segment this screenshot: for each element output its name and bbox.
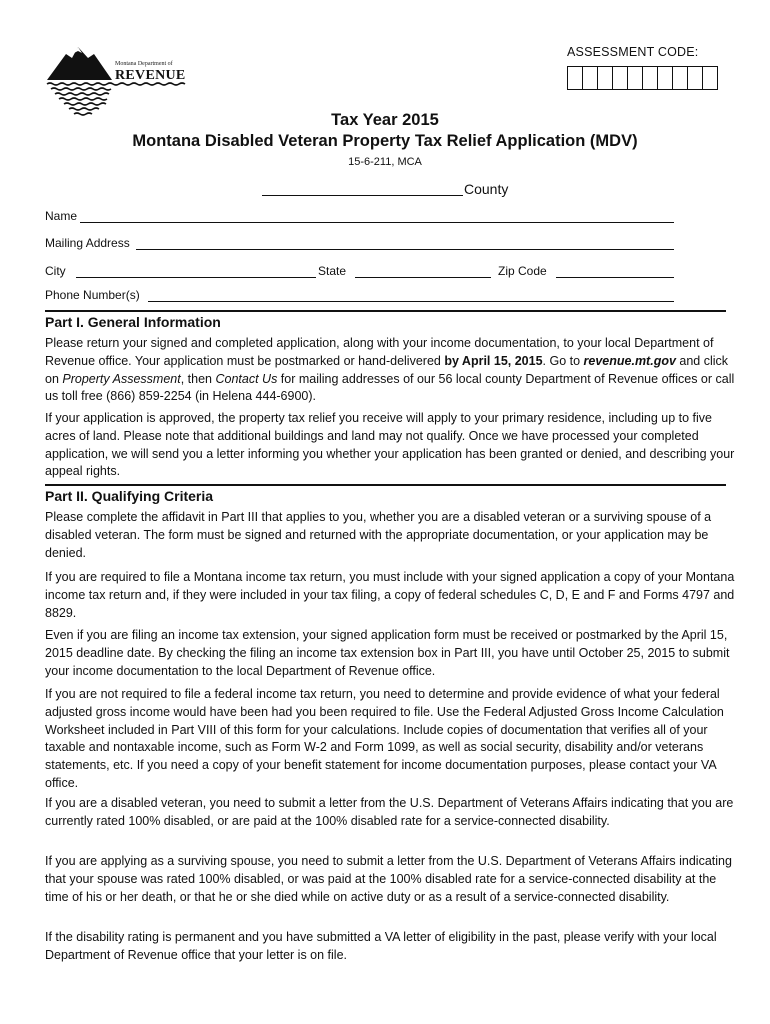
- assessment-code-cell[interactable]: [583, 67, 598, 89]
- assessment-code-cell[interactable]: [598, 67, 613, 89]
- county-input[interactable]: [262, 194, 463, 196]
- part2-paragraph-5: If you are a disabled veteran, you need to submit a letter from the U.S. Department of Veterans Affairs indicating that you are currently rated 100% disabled, or are paid at the 100% disabled rate for a service-connected disability.: [45, 796, 734, 828]
- name-label: Name: [45, 209, 78, 223]
- assessment-code-cell[interactable]: [673, 67, 688, 89]
- revenue-website-link[interactable]: revenue.mt.gov: [583, 353, 676, 368]
- part2-heading: Part II. Qualifying Criteria: [45, 488, 214, 504]
- mailing-address-input[interactable]: [136, 248, 674, 250]
- form-title-year: Tax Year 2015: [331, 111, 439, 129]
- assessment-code-boxes[interactable]: [567, 66, 718, 90]
- part2-paragraph-4: If you are not required to file a federal income tax return, you need to determine and provide evidence of what your federal adjusted gross income would have been had you been required to file. Use the Federal Adjusted Gross Income Calculation Worksheet included in Part VIII of this form for your calculations. Include copies of documentation that verifies all of your taxable and nontaxable income, such as Form W-2 and Form 1099, as well as social security, disability and/or veterans statements, etc. If you need a copy of your benefit statement for income documentation purposes, please contact your VA office.: [45, 687, 724, 790]
- part2-paragraph-3: Even if you are filing an income tax extension, your signed application form must be received or postmarked by the April 15, 2015 deadline date. By checking the filing an income tax extension box in Part III, you have until October 25, 2015 to submit your income documentation to the local Department of Revenue office.: [45, 628, 730, 678]
- assessment-code-label: ASSESSMENT CODE:: [567, 45, 699, 59]
- form-title: Montana Disabled Veteran Property Tax Relief Application (MDV): [132, 132, 638, 150]
- state-label: State: [318, 264, 347, 278]
- part1-paragraph-1: Please return your signed and completed application, along with your income documentation, to your local Department of Revenue office. Your application must be postmarked or hand-delivered by April 15, 2015. Go to revenue.mt.gov and click on Property Assessment, then Contact Us for mailing addresses of our 56 local county Department of Revenue offices or call us toll free (866) 859-2254 (in Helena 444-6900).: [45, 336, 735, 404]
- part1-paragraph-2: If your application is approved, the property tax relief you receive will apply to your primary residence, including up to five acres of land. Please note that additional buildings and land may not qualify. Once we have processed your completed application, we will send you a letter informing you whether your application has been granted or denied, and describing your appeal rights.: [45, 411, 735, 479]
- assessment-code-cell[interactable]: [703, 67, 717, 89]
- assessment-code-cell[interactable]: [643, 67, 658, 89]
- assessment-code-cell[interactable]: [688, 67, 703, 89]
- phone-label: Phone Number(s): [45, 288, 140, 302]
- county-label: County: [464, 181, 509, 197]
- part1-heading: Part I. General Information: [45, 314, 221, 330]
- city-label: City: [45, 264, 66, 278]
- section-divider: [45, 310, 726, 312]
- statute-reference: 15-6-211, MCA: [348, 156, 422, 168]
- logo-revenue-text: REVENUE: [115, 68, 186, 83]
- part2-paragraph-1: Please complete the affidavit in Part III that applies to you, whether you are a disabled veteran or a surviving spouse of a disabled veteran. The form must be signed and returned with the appropriate documentation, or your application may be denied.: [45, 510, 712, 560]
- city-input[interactable]: [76, 276, 316, 278]
- zip-code-label: Zip Code: [498, 264, 547, 278]
- phone-input[interactable]: [148, 300, 674, 302]
- zip-code-input[interactable]: [556, 276, 674, 278]
- mailing-address-label: Mailing Address: [45, 236, 130, 250]
- name-input[interactable]: [80, 221, 674, 223]
- section-divider: [45, 484, 726, 486]
- assessment-code-cell[interactable]: [613, 67, 628, 89]
- state-input[interactable]: [355, 276, 491, 278]
- assessment-code-cell[interactable]: [658, 67, 673, 89]
- logo-department-text: Montana Department of: [115, 61, 173, 67]
- assessment-code-cell[interactable]: [628, 67, 643, 89]
- assessment-code-cell[interactable]: [568, 67, 583, 89]
- part2-paragraph-6: If you are applying as a surviving spouse, you need to submit a letter from the U.S. Department of Veterans Affairs indicating that your spouse was rated 100% disabled, or was paid at the 100% disabled rate for a service-connected disability at the time of his or her death, or that he or she died while on active duty or as a result of a service-connected disability.: [45, 854, 732, 904]
- part2-paragraph-7: If the disability rating is permanent and you have submitted a VA letter of eligibility in the past, please verify with your local Department of Revenue office that your letter is on file.: [45, 930, 717, 962]
- part2-paragraph-2: If you are required to file a Montana income tax return, you must include with your signed application a copy of your Montana income tax return and, if they were included in your tax filing, a copy of federal schedules C, D, E and F and Forms 4797 and 8829.: [45, 570, 735, 620]
